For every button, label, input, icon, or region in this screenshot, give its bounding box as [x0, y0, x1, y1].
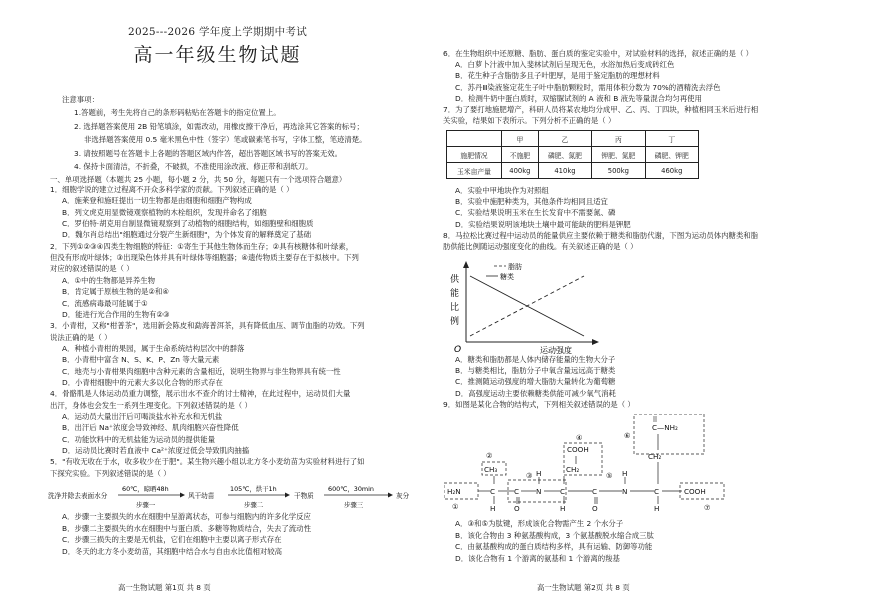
drying-flow-diagram — [48, 482, 428, 510]
text-line: A．白萝卜汁液中加入斐林试剂后呈现无色，水浴加热后变成砖红色 — [455, 60, 675, 70]
text-line: 说法正确的是（ ） — [50, 332, 112, 342]
atom-o: O — [592, 504, 598, 512]
text-line: D．该化合物有 1 个游离的氨基和 1 个游离的羧基 — [455, 553, 620, 563]
table-cell: 460kg — [645, 163, 698, 179]
text-line: D．魏尔肖总结出"细胞通过分裂产生新细胞"，为个体发育的解释奠定了基础 — [62, 230, 311, 240]
notes-heading: 注意事项： — [62, 95, 99, 104]
text-line: A．步骤一主要损失的水在细胞中呈游离状态，可参与细胞内的许多化学反应 — [62, 512, 311, 521]
table-cell: 乙 — [538, 131, 591, 147]
legend-fat: 脂肪 — [508, 263, 522, 271]
text-line: B．出汗后 Na⁺浓度会导致神经、肌肉细胞兴奋性降低 — [62, 423, 239, 433]
table-cell: 500kg — [592, 163, 645, 179]
text-line: A．糖类和脂肪都是人体内储存能量的生物大分子 — [455, 355, 616, 364]
atom-h: H — [560, 504, 566, 512]
text-line: 1．细胞学说的建立过程离不开众多科学家的贡献。下列叙述正确的是（ ） — [50, 185, 294, 194]
flow-step2-cond: 105℃，烘干1h — [230, 485, 277, 493]
text-line: 但没有形成叶绿体；③出现染色体并具有叶绿体等细胞器；④遗传物质主要存在于拟核中。下列 — [50, 253, 359, 263]
ch3-group: CH₃ — [484, 465, 498, 474]
text-line: B．与糖类相比，脂肪分子中氧含量远远高于糖类 — [455, 366, 616, 376]
h2n-group: H₂N — [447, 487, 461, 496]
flow-step3-cond: 600℃，30min — [328, 485, 374, 493]
footer-left: 高一生物试题 第1页 共 8 页 — [118, 583, 211, 592]
table-cell: 施肥情况 — [447, 147, 502, 163]
energy-supply-graph — [444, 260, 604, 356]
note-item: 3. 请按照题号在答题卡上各题的答题区域内作答，超出答题区域书写的答案无效。 — [74, 149, 343, 158]
text-line: C．地壳与小青柑果肉细胞中含种元素的含量相近，说明生物界与非生物界具有统一性 — [62, 366, 341, 376]
compound-structure — [444, 414, 734, 512]
cooh-end: COOH — [684, 487, 706, 496]
ch2-group: CH₂ — [648, 452, 662, 461]
flow-mid1: 风干幼苗 — [188, 492, 215, 500]
atom-n: N — [622, 487, 628, 496]
text-line: 2．下列①②③④四类生物细胞的特征：①寄生于其他生物体而生存；②具有核糖体和叶绿素， — [50, 241, 354, 251]
table-cell: 甲 — [502, 131, 539, 147]
text-line: B．列文虎克用显微镜观察植物的木栓组织，发现并命名了细胞 — [62, 207, 267, 217]
text-line: 下探究实验。下列叙述错误的是（ ） — [50, 468, 171, 478]
note-item: 非选择题答案使用 0.5 毫米黑色中性（签字）笔或碳素笔书写，字体工整，笔迹清楚。 — [84, 135, 367, 144]
flow-step3-label: 步骤三 — [344, 501, 364, 509]
text-line: 肪供能比例随运动强度变化的曲线。有关叙述正确的是（ ） — [443, 242, 638, 251]
text-line: A．①中的生物都是异养生物 — [62, 275, 155, 285]
atom-h: H — [654, 504, 660, 512]
text-line: D．运动员比赛时若血液中 Ca²⁺浓度过低会导致肌肉抽搐 — [62, 446, 250, 456]
table-cell: 丙 — [592, 131, 645, 147]
marker-4: ④ — [576, 433, 583, 442]
atom-h: H — [490, 504, 496, 512]
flow-step1-label: 步骤一 — [136, 501, 156, 509]
legend-sugar: 糖类 — [500, 273, 514, 281]
marker-3: ③ — [526, 471, 533, 480]
note-item: 4. 保持卡面清洁，不折叠，不破损，不准使用涂改液、修正带和刮纸刀。 — [74, 162, 313, 171]
text-line: D．高强度运动主要依赖糖类供能可减少氧气消耗 — [455, 388, 616, 398]
table-cell — [447, 131, 502, 147]
marker-5: ⑤ — [606, 471, 613, 480]
flow-mid2: 干物质 — [294, 492, 314, 500]
text-line: 关实验，结果如下表所示。下列分析不正确的是（ ） — [443, 116, 616, 126]
exam-name: 2025---2026 学年度上学期期中考试 — [127, 26, 308, 38]
text-line: 6．在生物组织中还原糖、脂肪、蛋白质的鉴定实验中，对试验材料的选择，叙述正确的是（ ） — [443, 49, 754, 58]
text-line: D．检测牛奶中蛋白质时，双缩脲试剂的 A 液和 B 液先等量混合均匀再使用 — [455, 93, 702, 103]
x-label: 运动强度 — [540, 346, 572, 355]
text-line: C．流感病毒最可能属于① — [62, 298, 148, 308]
atom-h: H — [536, 469, 542, 478]
text-line: 对应的叙述错误的是（ ） — [50, 264, 134, 274]
marker-6: ⑥ — [624, 431, 631, 440]
table-cell: 丁 — [645, 131, 698, 147]
section-heading: 一、单项选择题（本题共 25 小题，每小题 2 分，共 50 分，每题只有一个选项符合题意） — [50, 175, 347, 184]
text-line: A．③和⑤为肽键，形成该化合物需产生 2 个水分子 — [455, 519, 624, 528]
text-line: B．小青柑中富含 N、S、K、P、Zn 等大量元素 — [62, 355, 220, 365]
page-title: 高一年级生物试题 — [133, 44, 302, 66]
y-label: 供 — [450, 275, 460, 285]
atom-o: O — [514, 504, 520, 512]
text-line: A．种植小青柑的果园，属于生命系统结构层次中的群落 — [62, 343, 245, 353]
text-line: 出汗，身体也会发生一系列生理变化。下列叙述错误的是（ ） — [50, 400, 252, 410]
text-line: C．实验结果说明玉米在生长发育中不需要氮、磷 — [455, 208, 616, 218]
atom-c: C — [654, 487, 660, 496]
text-line: A．施莱登和施旺提出一切生物都是由细胞和细胞产物构成 — [62, 196, 252, 206]
origin-label: O — [454, 345, 462, 355]
text-line: C．由氨基酸构成的蛋白质结构多样，具有运输、防御等功能 — [455, 542, 653, 551]
flow-start: 洗净并除去表面水分 — [48, 492, 108, 500]
text-line: 7．为了要打地施肥增产，科研人员将某农地均分成甲、乙、丙、丁四块，种植相同玉米后进行相 — [443, 105, 759, 114]
marker-2: ② — [486, 451, 493, 460]
text-line: 3．小青柑，又称"柑普茶"，选用新会陈皮和勐海普洱茶，具有降低血压、调节血脂的功效。下列 — [50, 321, 365, 331]
table-cell: 410kg — [538, 163, 591, 179]
text-line: D．实验结果说明该地块土壤中最可能缺的肥料是钾肥 — [455, 219, 631, 229]
y-label: 比 — [450, 303, 460, 313]
table-cell: 玉米亩产量 — [447, 163, 502, 179]
flow-step1-cond: 60℃，晾晒48h — [122, 485, 169, 493]
text-line: A．实验中甲地块作为对照组 — [455, 186, 549, 195]
text-line: 4．骨骼肌是人体运动员重力调整，展示出水不查介的讨士精神，在此过程中，运动员们大量 — [50, 389, 351, 399]
conh2-group: C—NH₂ — [652, 423, 678, 432]
text-line: D．能进行光合作用的生物有②③ — [62, 309, 170, 319]
atom-c: C — [560, 487, 566, 496]
atom-c: C — [514, 487, 520, 496]
table-row — [447, 163, 699, 179]
cooh-group: COOH — [567, 445, 589, 454]
text-line: B．步骤二主要损失的水在细胞中与蛋白质、多糖等物质结合，失去了流动性 — [62, 523, 311, 533]
atom-n: N — [536, 487, 542, 496]
text-line: 5．"有收无收在于水，收多收少在于肥"。某生物兴趣小组以北方冬小麦幼苗为实验材料进行了如 — [50, 457, 365, 467]
text-line: B．花生种子含脂肪多且子叶肥厚，是用于鉴定脂肪的理想材料 — [455, 71, 660, 81]
text-line: B．该化合物由 3 种氨基酸构成，3 个氨基酸脱水缩合成三肽 — [455, 530, 654, 540]
table-cell: 钾肥、氮肥 — [592, 147, 645, 163]
text-line: B．肯定属于原核生物的是②和④ — [62, 287, 170, 297]
text-line: B．实验中施肥种类为，其他条件均相同且适宜 — [455, 197, 608, 207]
note-item: 2. 选择题答案使用 2B 铅笔填涂，如需改动，用橡皮擦干净后，再选涂其它答案的标号； — [74, 122, 364, 131]
note-item: 1.答题前，考生先将自己的条形码粘贴在答题卡的指定位置上。 — [74, 108, 281, 117]
table-row — [447, 131, 699, 147]
table-row — [447, 147, 699, 163]
flow-end: 灰分 — [396, 492, 410, 500]
marker-1: ① — [452, 502, 459, 511]
marker-7: ⑦ — [704, 503, 711, 512]
text-line: C．罗伯特·胡克用自制显微镜观察到了动植物的细胞结构，如细胞壁和细胞质 — [62, 219, 314, 229]
text-line: C．苏丹Ⅲ染液鉴定花生子叶中脂肪颗粒时，需用体积分数为 70%的酒精洗去浮色 — [455, 82, 721, 92]
fertilizer-table — [446, 130, 699, 179]
text-line: 8．马拉松比赛过程中运动员的能量供应主要依赖于糖类和脂肪代谢，下图为运动员体内糖类和脂 — [443, 230, 759, 240]
text-line: C．功能饮料中的无机盐能为运动员的提供能量 — [62, 434, 215, 444]
y-label: 能 — [450, 289, 460, 299]
text-line: D．小青柑细胞中的元素大多以化合物的形式存在 — [62, 377, 223, 387]
atom-c: C — [490, 487, 496, 496]
text-line: 9．如图是某化合物的结构式，下列相关叙述错误的是（ ） — [443, 399, 635, 409]
y-label: 例 — [450, 317, 460, 327]
text-line: A．运动员大量出汗后可喝淡盐水补充水和无机盐 — [62, 412, 223, 421]
text-line: C．推测随运动强度的增大脂肪大量转化为葡萄糖 — [455, 377, 616, 387]
table-cell: 磷肥、氮肥 — [538, 147, 591, 163]
text-line: C．步骤三损失的主要是无机盐，它们在细胞中主要以离子形式存在 — [62, 535, 282, 544]
table-cell: 不施肥 — [502, 147, 539, 163]
flow-step2-label: 步骤二 — [244, 501, 264, 509]
text-line: D．冬天的北方冬小麦幼苗，其细胞中结合水与自由水比值相对较高 — [62, 546, 283, 556]
ch2-group: CH₂ — [566, 465, 580, 474]
table-cell: 磷肥、钾肥 — [645, 147, 698, 163]
table-cell: 400kg — [502, 163, 539, 179]
footer-right: 高一生物试题 第2页 共 8 页 — [537, 583, 630, 592]
atom-h: H — [622, 469, 628, 478]
atom-c: C — [592, 487, 598, 496]
